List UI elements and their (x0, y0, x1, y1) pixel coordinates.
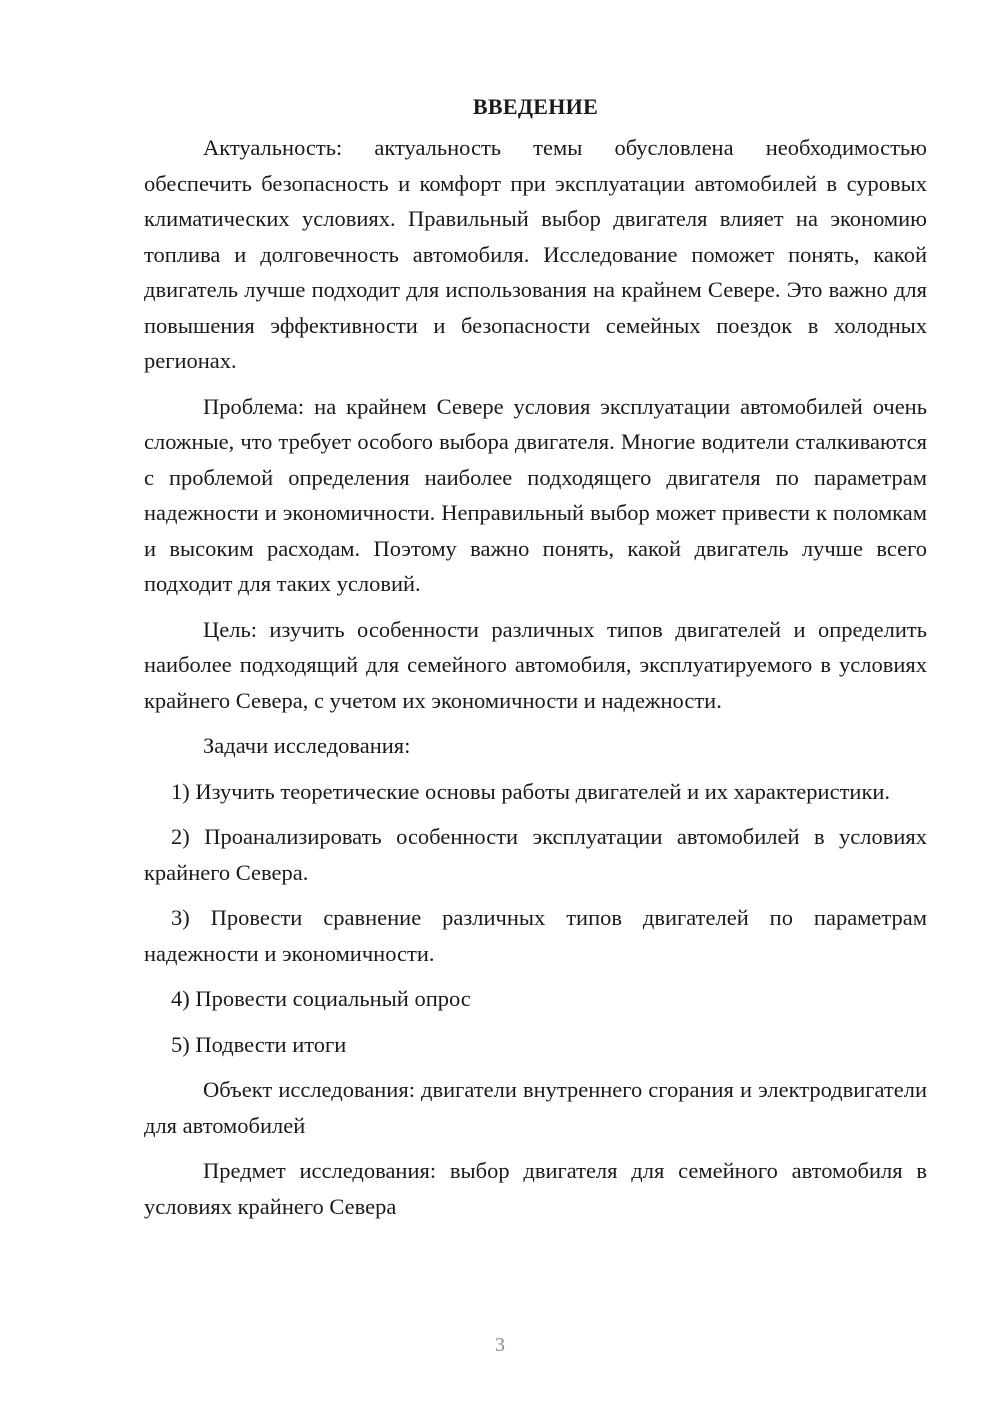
list-item-task-1: 1) Изучить теоретические основы работы двигателей и их характеристики. (171, 778, 891, 804)
list-item-task-5: 5) Подвести итоги (171, 1031, 347, 1057)
tasks-heading: Задачи исследования: (203, 733, 411, 758)
page-title: ВВЕДЕНИЕ (472, 94, 599, 119)
list-item-task-4: 4) Провести социальный опрос (171, 986, 471, 1011)
paragraph-object: Объект исследования: двигатели внутреннего сгорания и электродвигатели для автомобилей (144, 1077, 927, 1138)
list-item-task-3: 3) Провести сравнение различных типов двигателей по параметрам надежности и экономичности. (144, 905, 927, 966)
page-number: 3 (495, 1334, 505, 1356)
page-content (144, 92, 927, 1224)
paragraph-goal: Цель: изучить особенности различных типов двигателей и определить наиболее подходящий для семейного автомобиля, эксплуатируемого в условиях крайнего Севера, с учетом их экономичности и надежности. (144, 616, 927, 713)
list-item-task-2: 2) Проанализировать особенности эксплуатации автомобилей в условиях крайнего Севера. (144, 824, 927, 885)
paragraph-relevance: Актуальность: актуальность темы обусловлена необходимостью обеспечить безопасность и комфорт при эксплуатации автомобилей в суровых климатических условиях. Правильный выбор двигателя влияет на экономию топлива и долговечность автомобиля. Исследование поможет понять, какой двигатель лучше подходит для использования на крайнем Севере. Это важно для повышения эффективности и безопасности семейных поездок в холодных регионах. (144, 135, 927, 373)
paragraph-problem: Проблема: на крайнем Севере условия эксплуатации автомобилей очень сложные, что требует особого выбора двигателя. Многие водители сталкиваются с проблемой определения наиболее подходящего двигателя по параметрам надежности и экономичности. Неправильный выбор может привести к поломкам и высоким расходам. Поэтому важно понять, какой двигатель лучше всего подходит для таких условий. (144, 393, 927, 596)
paragraph-subject: Предмет исследования: выбор двигателя для семейного автомобиля в условиях крайнего Севера (144, 1158, 927, 1219)
